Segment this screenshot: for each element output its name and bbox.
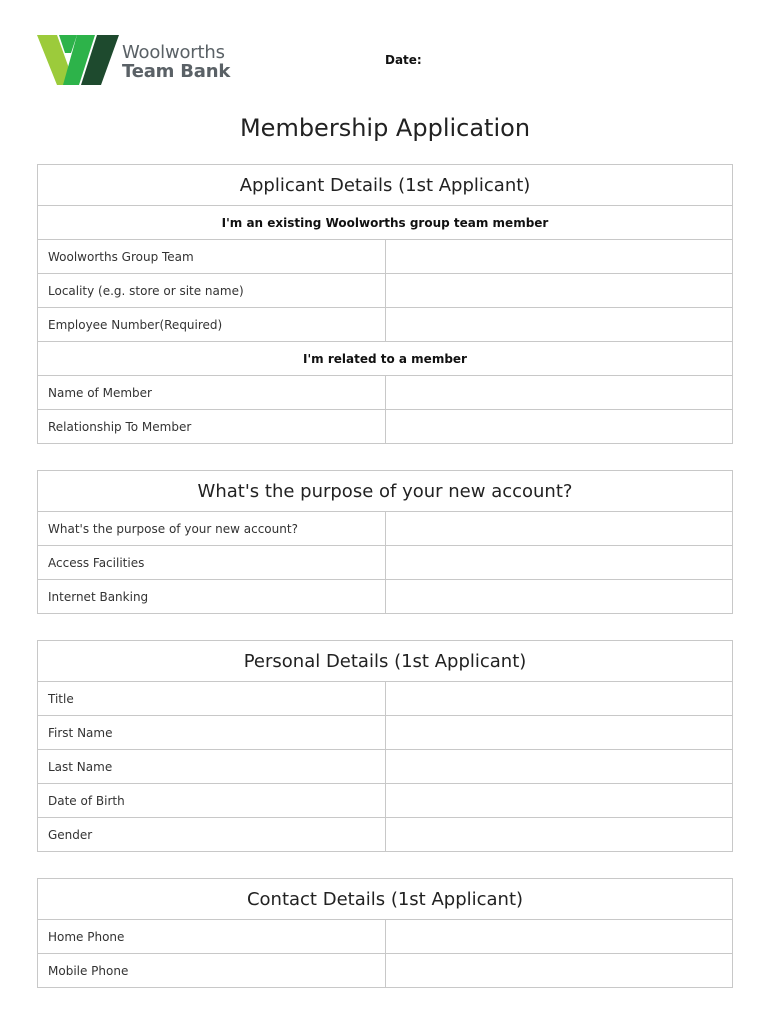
access-facilities-input[interactable] [385,546,733,580]
field-label: First Name [38,716,386,750]
field-label: Last Name [38,750,386,784]
field-label: Access Facilities [38,546,386,580]
logo-wordmark [122,43,230,81]
personal-details-section [37,640,733,852]
date-of-birth-input[interactable] [385,784,733,818]
employee-number-input[interactable] [385,308,733,342]
field-label: Home Phone [38,920,386,954]
field-label: Gender [38,818,386,852]
applicant-details-section [37,164,733,444]
first-name-input[interactable] [385,716,733,750]
last-name-input[interactable] [385,750,733,784]
section-heading: Applicant Details (1st Applicant) [38,165,733,206]
name-of-member-input[interactable] [385,376,733,410]
date-label: Date: [385,53,422,67]
page-title: Membership Application [239,114,531,142]
gender-input[interactable] [385,818,733,852]
woolworths-group-team-input[interactable] [385,240,733,274]
field-label: Employee Number(Required) [38,308,386,342]
field-label: Name of Member [38,376,386,410]
woolworths-team-bank-logo [37,33,237,89]
field-label: Woolworths Group Team [38,240,386,274]
section-heading: Personal Details (1st Applicant) [38,641,733,682]
mobile-phone-input[interactable] [385,954,733,988]
field-label: Date of Birth [38,784,386,818]
title-input[interactable] [385,682,733,716]
field-label: Internet Banking [38,580,386,614]
section-heading: What's the purpose of your new account? [38,471,733,512]
subheading-related-member: I'm related to a member [38,342,733,376]
home-phone-input[interactable] [385,920,733,954]
field-label: Mobile Phone [38,954,386,988]
logo-w-mark-icon [37,33,119,87]
internet-banking-input[interactable] [385,580,733,614]
account-purpose-input[interactable] [385,512,733,546]
contact-details-section [37,878,733,988]
locality-input[interactable] [385,274,733,308]
subheading-team-member: I'm an existing Woolworths group team member [38,206,733,240]
logo-line-1: Woolworths [122,42,225,63]
field-label: Title [38,682,386,716]
section-heading: Contact Details (1st Applicant) [38,879,733,920]
account-purpose-section [37,470,733,614]
relationship-to-member-input[interactable] [385,410,733,444]
field-label: What's the purpose of your new account? [38,512,386,546]
logo-line-2: Team Bank [122,61,231,82]
field-label: Relationship To Member [38,410,386,444]
field-label: Locality (e.g. store or site name) [38,274,386,308]
